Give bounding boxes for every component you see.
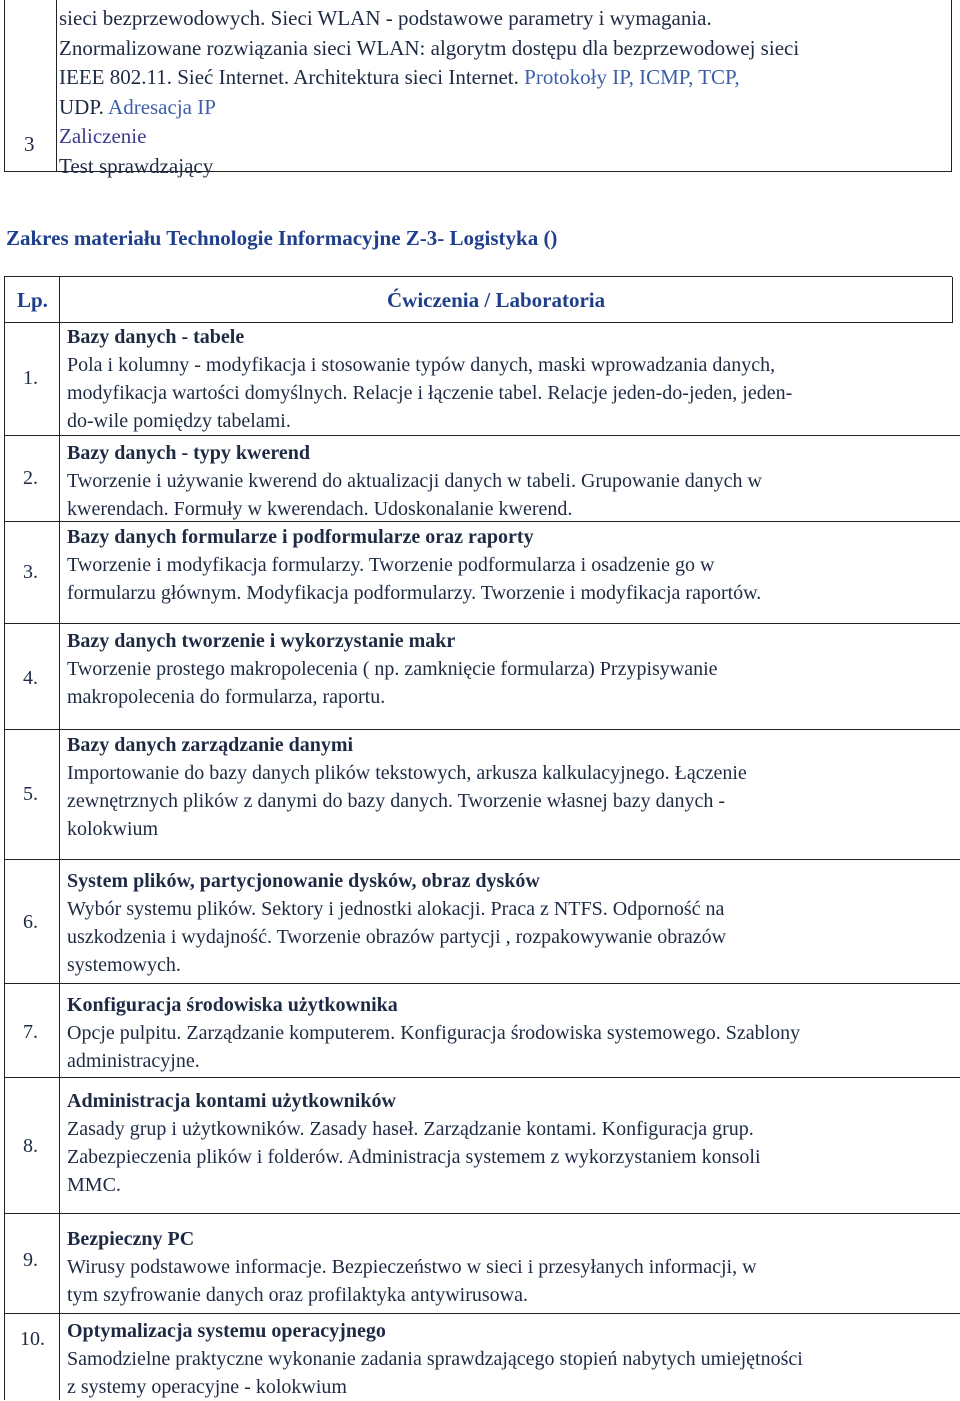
row-number: 7.: [23, 1021, 38, 1043]
row-line: modyfikacja wartości domyślnych. Relacje i łączenie tabel. Relacje jeden-do-jeden, jeden-: [67, 382, 793, 404]
row-line: uszkodzenia i wydajność. Tworzenie obrazów partycji , rozpakowywanie obrazów: [67, 926, 727, 948]
header-lp: Lp.: [17, 288, 48, 312]
top-line-4b: Adresacja IP: [108, 94, 216, 119]
row-line: Wybór systemu plików. Sektory i jednostki alokacji. Praca z NTFS. Odporność na: [67, 898, 725, 920]
row-divider: [5, 983, 960, 984]
row-number: 4.: [23, 667, 38, 689]
table-header: [5, 277, 953, 323]
row-divider: [5, 859, 960, 860]
top-row-number-cell: [5, 0, 57, 171]
row-line: tym szyfrowanie danych oraz profilaktyka antywirusowa.: [67, 1284, 528, 1306]
row-title: Konfiguracja środowiska użytkownika: [67, 994, 398, 1016]
top-line-3: [59, 63, 945, 93]
row-title: System plików, partycjonowanie dysków, obraz dysków: [67, 870, 540, 892]
table-row: [67, 867, 959, 979]
table-row: [67, 627, 959, 711]
row-line: Samodzielne praktyczne wykonanie zadania sprawdzającego stopień nabytych umiejętności: [67, 1348, 803, 1370]
row-line: Wirusy podstawowe informacje. Bezpieczeństwo w sieci i przesyłanych informacji, w: [67, 1256, 757, 1278]
row-number: 2.: [23, 467, 38, 489]
table-row: [67, 1087, 959, 1199]
row-line: administracyjne.: [67, 1050, 200, 1072]
row-title: Administracja kontami użytkowników: [67, 1090, 396, 1112]
row-divider: [5, 435, 960, 436]
header-title: Ćwiczenia / Laboratoria: [387, 288, 606, 312]
row-divider: [5, 521, 960, 522]
table-row: [67, 323, 959, 435]
row-number: 8.: [23, 1135, 38, 1157]
row-divider: [5, 623, 960, 624]
row-line: Tworzenie i używanie kwerend do aktualizacji danych w tabeli. Grupowanie danych w: [67, 470, 762, 492]
column-divider: [59, 277, 60, 1400]
table-row: [67, 731, 959, 843]
row-divider: [5, 1313, 960, 1314]
row-line: Zasady grup i użytkowników. Zasady haseł. Zarządzanie kontami. Konfiguracja grup.: [67, 1118, 754, 1140]
row-number: 6.: [23, 911, 38, 933]
row-number: 3.: [23, 561, 38, 583]
row-line: Opcje pulpitu. Zarządzanie komputerem. Konfiguracja środowiska systemowego. Szablony: [67, 1022, 801, 1044]
top-table: [4, 0, 952, 178]
row-line: Tworzenie i modyfikacja formularzy. Tworzenie podformularza i osadzenie go w: [67, 554, 715, 576]
test-label: Test sprawdzający: [59, 153, 214, 178]
row-line: kolokwium: [67, 818, 159, 840]
top-line-4a: UDP.: [59, 94, 104, 119]
table-row: [67, 1225, 959, 1309]
row-divider: [5, 1213, 960, 1214]
main-table: [4, 276, 952, 1400]
top-line-4: [59, 93, 945, 123]
row-line: formularzu głównym. Modyfikacja podformularzy. Tworzenie i modyfikacja raportów.: [67, 582, 762, 604]
top-line-3b: Protokoły IP, ICMP, TCP,: [524, 65, 740, 89]
top-line-2: Znormalizowane rozwiązania sieci WLAN: algorytm dostępu dla bezprzewodowej sieci: [59, 35, 800, 60]
row-number: 5.: [23, 783, 38, 805]
row-title: Bazy danych tworzenie i wykorzystanie makr: [67, 630, 456, 652]
row-number: 1.: [23, 367, 38, 389]
row-title: Bezpieczny PC: [67, 1228, 195, 1250]
row-line: systemowych.: [67, 954, 181, 976]
row-line: Tworzenie prostego makropolecenia ( np. zamknięcie formularza) Przypisywanie: [67, 658, 718, 680]
table-row: [67, 1317, 959, 1401]
top-line-3a: IEEE 802.11. Sieć Internet. Architektura sieci Internet.: [59, 65, 519, 89]
row-line: Pola i kolumny - modyfikacja i stosowanie typów danych, maski wprowadzania danych,: [67, 354, 776, 376]
row-title: Bazy danych formularze i podformularze oraz raporty: [67, 526, 534, 548]
table-row: [67, 523, 959, 607]
row-line: Zabezpieczenia plików i folderów. Administracja systemem z wykorzystaniem konsoli: [67, 1146, 761, 1168]
row-line: do-wile pomiędzy tabelami.: [67, 410, 291, 432]
table-row: [67, 439, 959, 523]
row-line: MMC.: [67, 1174, 121, 1196]
row-title: Bazy danych - typy kwerend: [67, 442, 310, 464]
row-number: 9.: [23, 1249, 38, 1271]
top-line-1: sieci bezprzewodowych. Sieci WLAN - podstawowe parametry i wymagania.: [59, 6, 712, 30]
top-row-number: 3: [24, 132, 35, 156]
row-line: zewnętrznych plików z danymi do bazy danych. Tworzenie własnej bazy danych -: [67, 790, 725, 812]
row-number: 10.: [20, 1328, 45, 1350]
table-row: [67, 991, 959, 1075]
row-divider: [5, 729, 960, 730]
row-divider: [5, 1077, 960, 1078]
top-row-content: [59, 4, 945, 181]
section-title: Zakres materiału Technologie Informacyjne Z-3- Logistyka (): [6, 226, 558, 250]
row-title: Optymalizacja systemu operacyjnego: [67, 1320, 386, 1342]
row-line: makropolecenia do formularza, raportu.: [67, 686, 386, 708]
zaliczenie-label: Zaliczenie: [59, 124, 147, 148]
row-line: Importowanie do bazy danych plików tekstowych, arkusza kalkulacyjnego. Łączenie: [67, 762, 747, 784]
row-line: kwerendach. Formuły w kwerendach. Udoskonalanie kwerend.: [67, 498, 573, 520]
row-line: z systemy operacyjne - kolokwium: [67, 1376, 347, 1398]
row-title: Bazy danych - tabele: [67, 326, 245, 348]
row-title: Bazy danych zarządzanie danymi: [67, 734, 354, 756]
